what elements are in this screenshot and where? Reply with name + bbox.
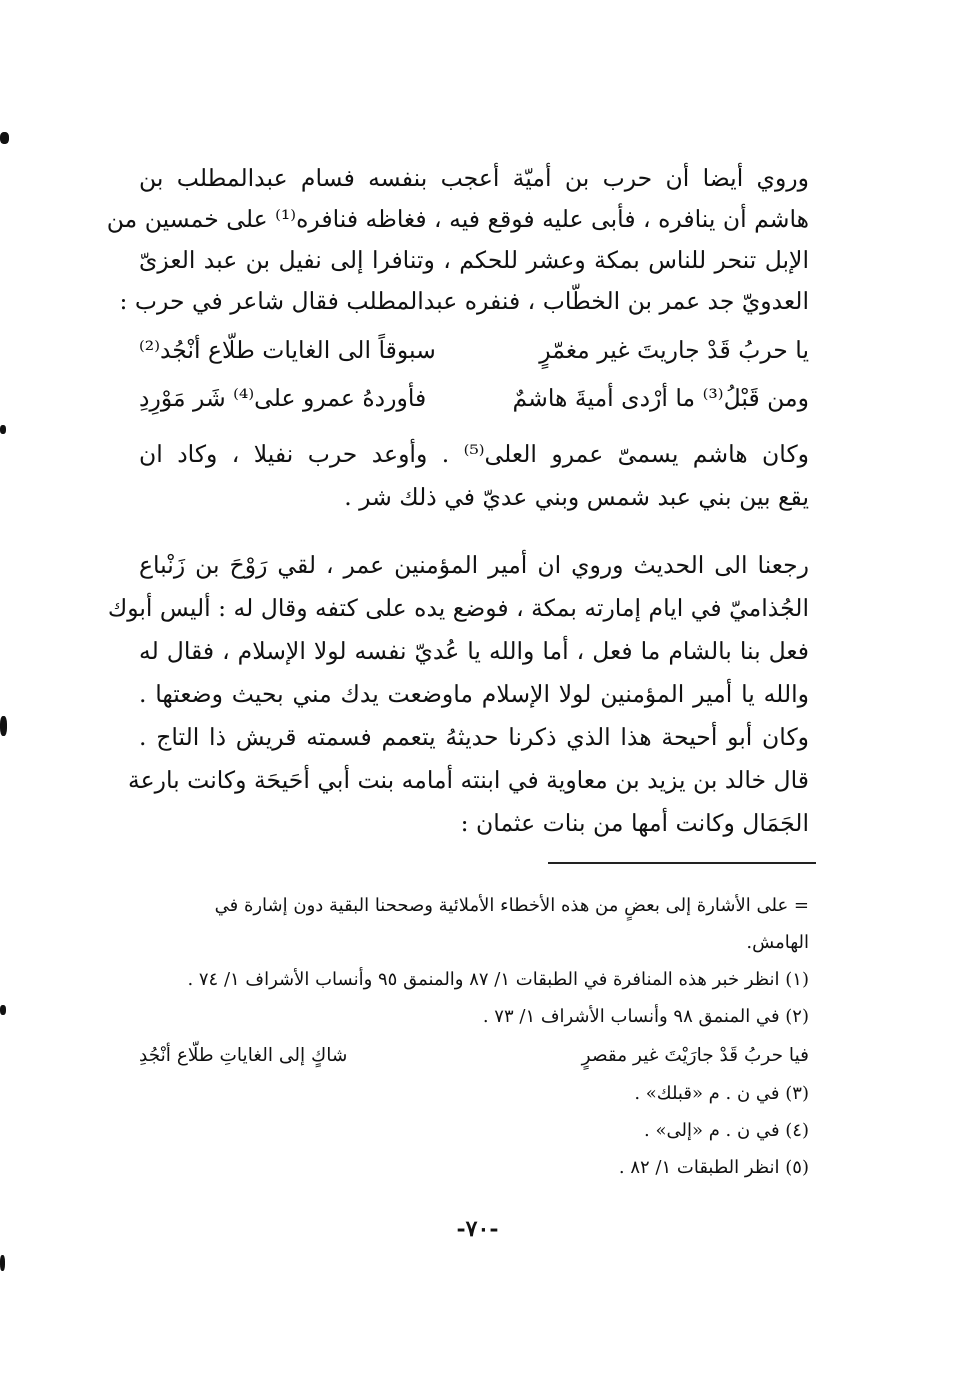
footnote-3: (٣) في ن . م «قبلك» . — [634, 1083, 809, 1104]
text-line: فعل بنا بالشام ما فعل ، أما والله يا عُديّ نفسه لولا الإسلام ، فقال له — [139, 637, 809, 665]
text-line: وكان هاشم يسمىّ عمرو العلى⁽⁵⁾ . وأوعد حرب نفيلا ، وكاد ان — [139, 440, 810, 468]
scan-margin-mark — [0, 425, 6, 434]
scan-margin-mark — [0, 716, 7, 736]
footnote-continuation-line: = على الأشارة إلى بعضٍ من هذه الأخطاء الأملائية وصححنا البقية دون إشارة في — [214, 895, 809, 916]
footnote-5: (٥) انظر الطبقات ١/ ٨٢ . — [618, 1157, 809, 1178]
page-number: -٧٠- — [456, 1216, 499, 1242]
text-line: هاشم أن ينافره ، فأبى عليه فوقع فيه ، فغاظه فنافره⁽¹⁾ على خمسين من — [106, 205, 809, 233]
text-line: وكان أبو أحيحة هذا الذي ذكرنا حديثهُ يتعمم فسمته قريش ذا التاج . — [139, 723, 809, 751]
verse-second-hemistich: فأوردهُ عمرو على⁽⁴⁾ شَر مَوْرِدِ — [139, 384, 427, 412]
footnote-separator — [548, 862, 816, 864]
scan-margin-mark — [0, 1005, 6, 1015]
text-line: وروي أيضا أن حرب بن أميّة أعجب بنفسه فسام عبدالمطلب بن — [139, 164, 809, 192]
text-line: الجَمَال وكانت أمها من بنات عثمان : — [460, 809, 809, 837]
text-line: يقع بين بني عبد شمس وبني عديّ في ذلك شر . — [344, 483, 809, 511]
text-line: الجُذاميّ في ايام إمارته بمكة ، فوضع يده على كتفه وقال له : أليس أبوك — [107, 594, 809, 622]
verse-second-hemistich: شاكٍ إلى الغاياتِ طلّاع أنْجُدِ — [139, 1045, 348, 1066]
text-line: رجعنا الى الحديث وروي ان أمير المؤمنين عمر ، لقي رَوْحَ بن زَنْباع — [139, 551, 809, 579]
footnote-1: (١) انظر خبر هذه المنافرة في الطبقات ١/ ٨٧ والمنمق ٩٥ وأنساب الأشراف ١/ ٧٤ . — [187, 969, 809, 990]
footnote-2: (٢) في المنمق ٩٨ وأنساب الأشراف ١/ ٧٣ . — [482, 1006, 809, 1027]
verse-first-hemistich: فيا حربُ قَدْ جارَيْتَ غير مقصرٍ — [581, 1045, 809, 1066]
text-line: الإبل تنحر للناس بمكة وعشر للحكم ، وتنافرا إلى نفيل بن عبد العزىّ — [139, 246, 809, 274]
verse-second-hemistich: سبوقاً الى الغايات طلّاع أنْجُد⁽²⁾ — [139, 336, 436, 364]
text-line: والله يا أمير المؤمنين لولا الإسلام ماوضعت يدك مني بحيث وضعتها . — [139, 680, 809, 708]
scan-margin-mark — [0, 132, 9, 144]
footnote-continuation-line: الهامش. — [746, 932, 809, 953]
text-line: العدويّ جد عمر بن الخطّاب ، فنفره عبدالمطلب فقال شاعر في حرب : — [119, 287, 809, 315]
verse-first-hemistich: يا حربُ قَدْ جاريتَ غير مغمّرٍ — [539, 336, 809, 364]
verse-first-hemistich: ومن قَبْلُ⁽³⁾ ما أرْدى أميةَ هاشمٌ — [512, 384, 809, 412]
scan-margin-mark — [0, 1255, 5, 1271]
footnote-4: (٤) في ن . م «إلى» . — [644, 1120, 809, 1141]
text-line: قال خالد بن يزيد بن معاوية في ابنته أمامه بنت أبي أحَيحَة وكانت بارعة — [128, 766, 809, 794]
